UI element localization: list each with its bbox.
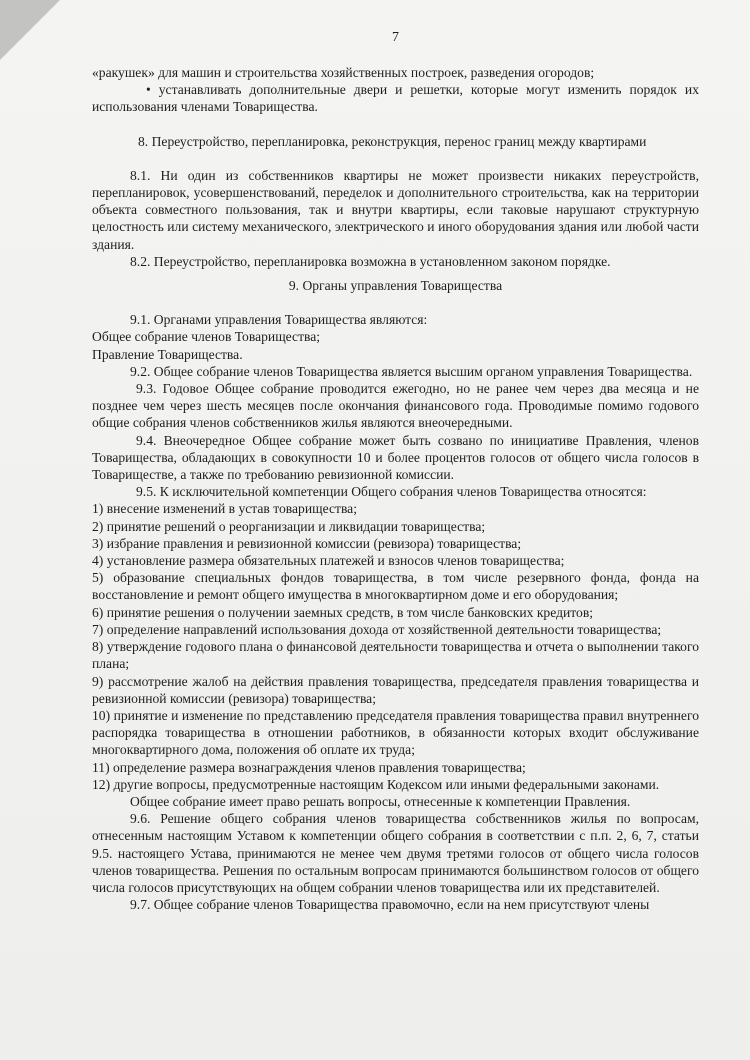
list-item: 10) принятие и изменение по представлению председателя правления товарищества правил внутреннего распорядка товарищества в отношении работников, в обязанности которых входит обслуживание многоквартирного дома, положения об оплате их труда; bbox=[92, 707, 699, 758]
page-number: 7 bbox=[392, 30, 399, 45]
list-item: 12) другие вопросы, предусмотренные настоящим Кодексом или иными федеральными законами. bbox=[92, 776, 660, 792]
list-item: 3) избрание правления и ревизионной комиссии (ревизора) товарищества; bbox=[92, 535, 522, 551]
paragraph-9-3: 9.3. Годовое Общее собрание проводится ежегодно, но не ранее чем через два месяца и не позднее чем через шесть месяцев после окончания финансового года. Проводимые помимо годового общие собрания членов собственников жилья являются внеочередными. bbox=[92, 381, 699, 431]
paragraph-8-1: 8.1. Ни один из собственников квартиры не может произвести никаких переустройств, перепланировок, усовершенствований, переделок и дополнительного строительства, как на территории объекта совместного пользования, так и внутри квартиры, если таковые нарушают структурную целостность или систему механического, электрического и иного оборудования здания или любой части здания. bbox=[92, 167, 699, 252]
list-item: Общее собрание членов Товарищества; bbox=[92, 329, 321, 345]
document-body bbox=[92, 64, 699, 913]
bullet-item: • устанавливать дополнительные двери и решетки, которые могут изменить порядок их использования членами Товарищества. bbox=[92, 82, 699, 115]
paragraph-9-5-note: Общее собрание имеет право решать вопросы, отнесенные к компетенции Правления. bbox=[130, 793, 631, 809]
list-item: 7) определение направлений использования дохода от хозяйственной деятельности товарищества; bbox=[92, 621, 662, 637]
list-item: 11) определение размера вознаграждения членов правления товарищества; bbox=[92, 759, 526, 775]
paragraph-9-6: 9.6. Решение общего собрания членов товарищества собственников жилья по вопросам, отнесенным настоящим Уставом к компетенции общего собрания в соответствии с п.п. 2, 6, 7, статьи 9.5. настоящего Устава, принимаются не менее чем двумя третями голосов от общего числа голосов членов товарищества. Решения по остальным вопросам принимаются большинством голосов от общего числа голосов присутствующих на общем собрании членов товарищества или их представителей. bbox=[92, 811, 699, 895]
paragraph-9-1: 9.1. Органами управления Товарищества являются: bbox=[130, 312, 428, 328]
list-item: 8) утверждение годового плана о финансовой деятельности товарищества и отчета о выполнении такого плана; bbox=[92, 639, 699, 672]
paragraph: «ракушек» для машин и строительства хозяйственных построек, разведения огородов; bbox=[92, 65, 595, 80]
list-item: Правление Товарищества. bbox=[92, 346, 243, 362]
list-item: 1) внесение изменений в устав товарищества; bbox=[92, 501, 357, 517]
paragraph-9-7: 9.7. Общее собрание членов Товарищества правомочно, если на нем присутствуют члены bbox=[130, 897, 650, 913]
list-item: 2) принятие решений о реорганизации и ликвидации товарищества; bbox=[92, 518, 486, 534]
list-item: 4) установление размера обязательных платежей и взносов членов товарищества; bbox=[92, 553, 565, 569]
paragraph-9-4: 9.4. Внеочередное Общее собрание может быть созвано по инициативе Правления, членов Товарищества, обладающих в совокупности 10 и более процентов голосов от общего числа голосов в Товариществе, а также по требованию ревизионной комиссии. bbox=[92, 432, 699, 483]
paragraph-9-5: 9.5. К исключительной компетенции Общего собрания членов Товарищества относятся: bbox=[136, 484, 647, 500]
list-item: 9) рассмотрение жалоб на действия правления товарищества, председателя правления товарищества и ревизионной комиссии (ревизора) товарищества; bbox=[92, 673, 699, 706]
list-item: 5) образование специальных фондов товарищества, в том числе резервного фонда, фонда на восстановление и ремонт общего имущества в многоквартирном доме и его оборудования; bbox=[92, 570, 699, 603]
section-heading-8: 8. Переустройство, перепланировка, реконструкция, перенос границ между квартирами bbox=[138, 133, 647, 149]
paragraph-9-2: 9.2. Общее собрание членов Товарищества является высшим органом управления Товарищества. bbox=[130, 363, 693, 379]
paragraph-8-2: 8.2. Переустройство, перепланировка возможна в установленном законом порядке. bbox=[130, 253, 611, 269]
folded-corner bbox=[0, 0, 60, 60]
list-item: 6) принятие решения о получении заемных средств, в том числе банковских кредитов; bbox=[92, 604, 594, 620]
section-heading-9: 9. Органы управления Товарищества bbox=[288, 278, 503, 294]
